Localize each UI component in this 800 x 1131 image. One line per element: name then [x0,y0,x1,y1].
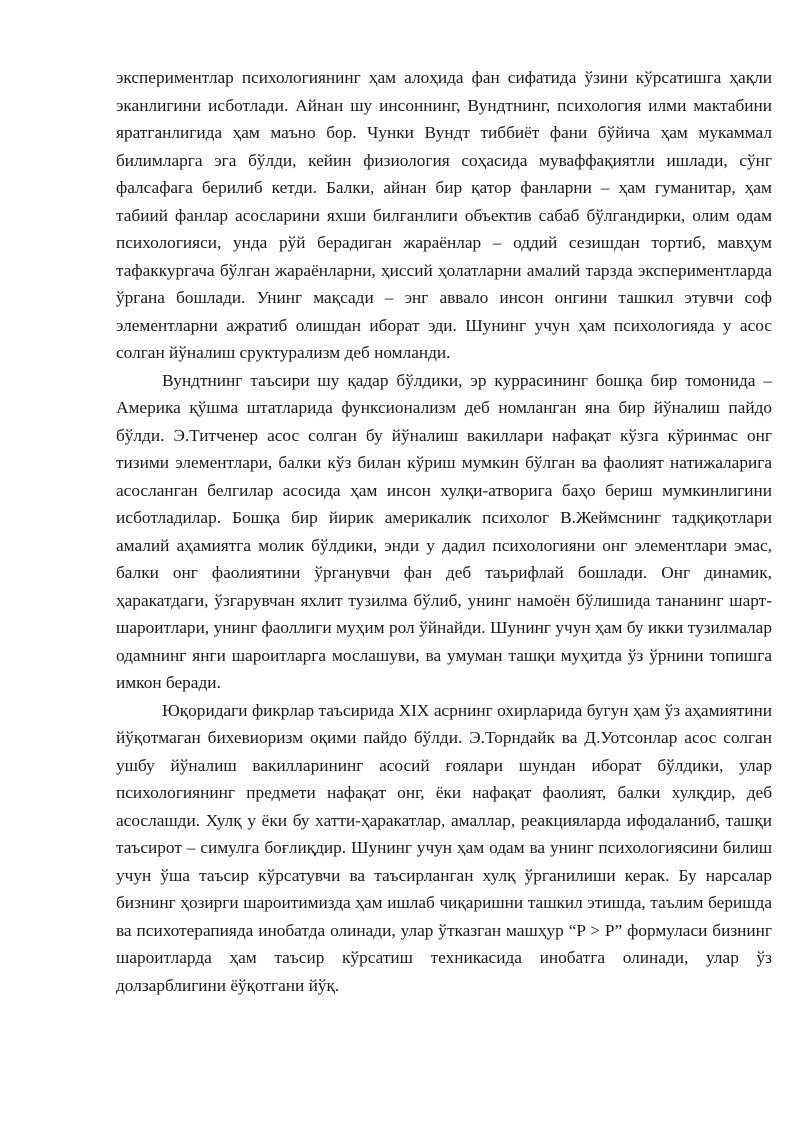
paragraph-2: Вундтнинг таъсири шу қадар бўлдики, эр куррасининг бошқа бир томонида – Америка қўшма штатларида функсионализм деб номланган яна бир йўналиш пайдо бўлди. Э.Титченер асос солган бу йўналиш вакиллари нафақат кўзга кўринмас онг тизими элементлари, балки кўз билан кўриш мумкин бўлган ва фаолият натижаларига асосланган белгилар асосида ҳам инсон хулқи-атворига баҳо бериш мумкинлигини исботладилар. Бошқа бир йирик америкалик психолог В.Жеймснинг тадқиқотлари амалий аҳамиятга молик бўлдики, энди у дадил психологияни онг элементлари эмас, балки онг фаолиятини ўрганувчи фан деб таърифлай бошлади. Онг динамик, ҳаракатдаги, ўзгарувчан яхлит тузилма бўлиб, унинг намоён бўлишида тананинг шарт-шароитлари, унинг фаоллиги муҳим рол ўйнайди. Шунинг учун ҳам бу икки тузилмалар одамнинг янги шароитларга мослашуви, ва умуман ташқи муҳитда ўз ўрнини топишга имкон беради. [116,370,772,692]
paragraph-3: Юқоридаги фикрлар таъсирида XIX асрнинг охирларида бугун ҳам ўз аҳамиятини йўқотмаган бихевиоризм оқими пайдо бўлди. Э.Торндайк ва Д.Уотсонлар асос солган ушбу йўналиш вакилларининг асосий ғоялари шундан иборат бўлдики, улар психологиянинг предмети нафақат онг, ёки нафақат фаолият, балки хулқдир, деб асослашди. Хулқ у ёки бу хатти-ҳаракатлар, амаллар, реакцияларда ифодаланиб, ташқи таъсирот – симулга боғлиқдир. Шунинг учун ҳам одам ва унинг психологиясини билиш учун ўша таъсир кўрсатувчи ва таъсирланган хулқ ўрганилиши керак. Бу нарсалар бизнинг ҳозирги шароитимизда ҳам ишлаб чиқаришни ташкил этишда, таълим беришда ва психотерапияда инобатда олинади, улар ўтказган машҳур “P > P” формуласи бизнинг шароитларда ҳам таъсир кўрсатиш техникасида инобатга олинади, улар ўз долзарблигини ёўқотгани йўқ. [116,700,772,995]
document-page [116,64,772,999]
paragraph-1: экспериментлар психологиянинг ҳам алоҳида фан сифатида ўзини кўрсатишга ҳақли эканлигини исботлади. Айнан шу инсоннинг, Вундтнинг, психология илми мактабини яратганлигида ҳам маъно бор. Чунки Вундт тиббиёт фани бўйича ҳам мукаммал билимларга эга бўлди, кейин физиология соҳасида муваффақиятли ишлади, сўнг фалсафага берилиб кетди. Балки, айнан бир қатор фанларни – ҳам гуманитар, ҳам табиий фанлар асосларини яхши билганлиги объектив сабаб бўлгандирки, олим одам психологияси, унда рўй берадиган жараёнлар – оддий сезишдан тортиб, мавҳум тафаккургача бўлган жараёнларни, ҳиссий ҳолатларни амалий тарзда экспериментларда ўргана бошлади. Унинг мақсади – энг аввало инсон онгини ташкил этувчи соф элементларни ажратиб олишдан иборат эди. Шунинг учун ҳам психологияда у асос солган йўналиш сруктурализм деб номланди. [116,68,772,362]
